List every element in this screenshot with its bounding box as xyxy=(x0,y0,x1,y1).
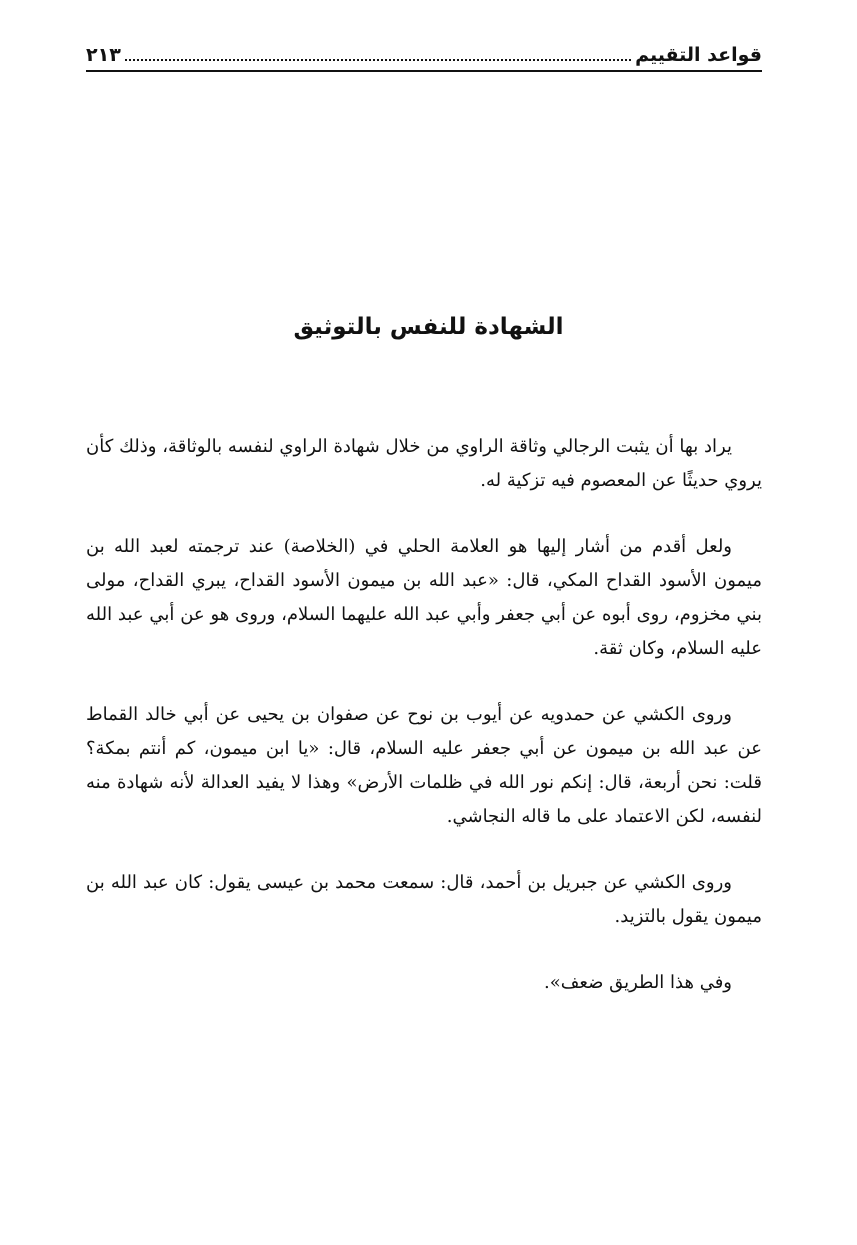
page-number: ٢١٣ xyxy=(86,44,121,66)
running-title: قواعد التقييم xyxy=(635,44,762,66)
paragraph: يراد بها أن يثبت الرجالي وثاقة الراوي من خلال شهادة الراوي لنفسه بالوثاقة، وذلك كأن يروي حديثًا عن المعصوم فيه تزكية له. xyxy=(86,436,762,491)
paragraph: وفي هذا الطريق ضعف». xyxy=(544,972,732,993)
running-header xyxy=(86,38,762,72)
body-text xyxy=(86,430,762,1032)
paragraph: وروى الكشي عن حمدويه عن أيوب بن نوح عن صفوان بن يحيى عن أبي خالد القماط عن عبد الله بن ميمون عن أبي جعفر عليه السلام، قال: «يا ابن ميمون، كم أنتم بمكة؟ قلت: نحن أربعة، قال: إنكم نور الله في ظلمات الأرض» وهذا لا يفيد العدالة لأنه شهادة منه لنفسه، لكن الاعتماد على ما قاله النجاشي. xyxy=(86,704,762,827)
paragraph: ولعل أقدم من أشار إليها هو العلامة الحلي في (الخلاصة) عند ترجمته لعبد الله بن ميمون الأسود القداح المكي، قال: «عبد الله بن ميمون الأسود القداح، يبري القداح، مولى بني مخزوم، روى أبوه عن أبي جعفر وأبي عبد الله عليهما السلام، وروى هو عن أبي عبد الله عليه السلام، وكان ثقة. xyxy=(86,536,762,659)
section-title: الشهادة للنفس بالتوثيق xyxy=(293,314,564,340)
paragraph: وروى الكشي عن جبريل بن أحمد، قال: سمعت محمد بن عيسى يقول: كان عبد الله بن ميمون يقول بالتزيد. xyxy=(86,872,762,927)
header-dot-leader xyxy=(125,59,631,61)
